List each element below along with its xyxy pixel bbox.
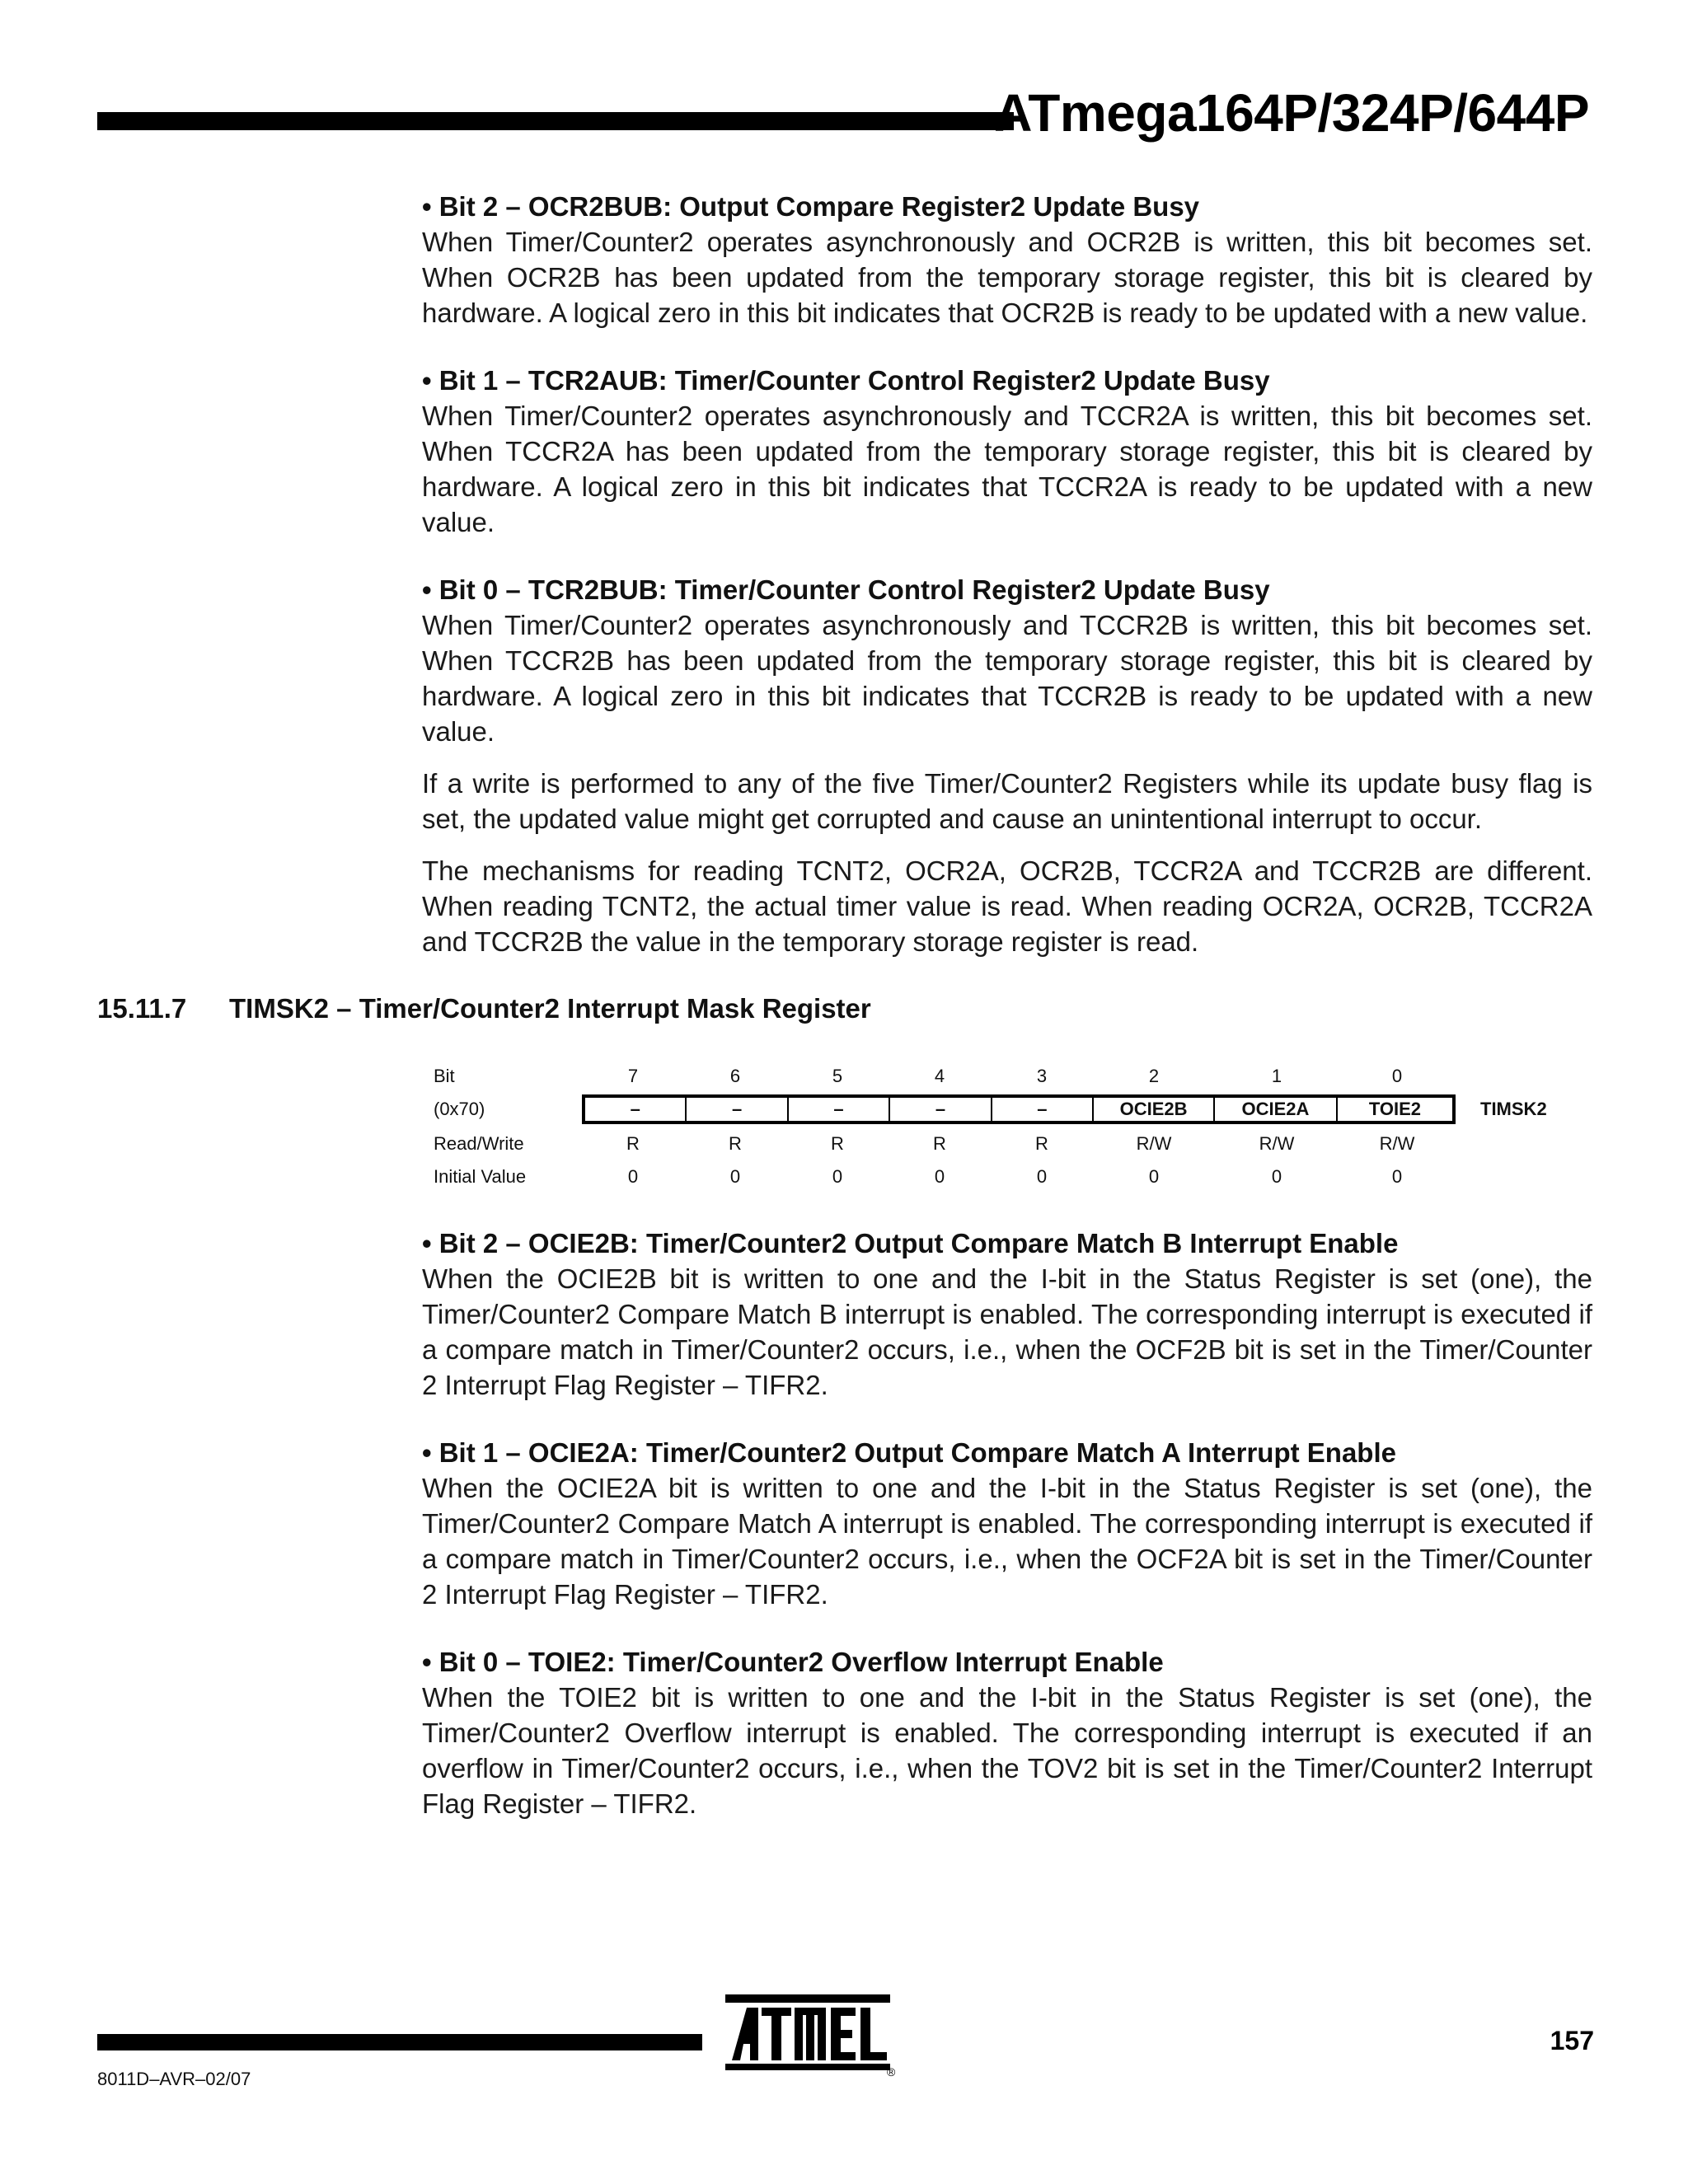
access-value: R/W: [1136, 1133, 1172, 1154]
bit-title: • Bit 2 – OCR2BUB: Output Compare Register2 Update Busy: [422, 191, 1200, 222]
bit-title: • Bit 0 – TCR2BUB: Timer/Counter Control Register2 Update Busy: [422, 574, 1270, 605]
document-code: 8011D–AVR–02/07: [97, 2069, 251, 2089]
bit-name-cell: –: [992, 1098, 1094, 1121]
bit-title: • Bit 0 – TOIE2: Timer/Counter2 Overflow Interrupt Enable: [422, 1647, 1164, 1677]
page-number: 157: [1550, 2026, 1594, 2055]
section-number: 15.11.7: [97, 993, 187, 1024]
read-write-label: Read/Write: [434, 1133, 524, 1154]
section-title: TIMSK2 – Timer/Counter2 Interrupt Mask Register: [229, 993, 871, 1024]
bit-number: 2: [1148, 1066, 1160, 1086]
bit-name-cell: OCIE2A: [1215, 1098, 1338, 1121]
bit-name-cell: OCIE2B: [1094, 1098, 1215, 1121]
bit-descriptions-bottom: [422, 1226, 1592, 1854]
bit-name-cell: –: [585, 1098, 687, 1121]
bit-text: When the TOIE2 bit is written to one and the I-bit in the Status Register is set (one), the Timer/Counter2 Overflow interrupt is enabled. The corresponding interrupt is executed if an overflow in Timer/Counter2 occurs, i.e., when the TOV2 bit is set in the Timer/Counter2 Interrupt Flag Register – TIFR2.: [422, 1682, 1592, 1819]
initial-value: 0: [1391, 1166, 1403, 1187]
bit-number: 4: [934, 1066, 945, 1086]
access-value: R: [933, 1133, 946, 1154]
bit-description: [422, 1226, 1592, 1403]
initial-value: 0: [1036, 1166, 1048, 1187]
bit-description: [422, 190, 1592, 330]
bit-title: • Bit 1 – OCIE2A: Timer/Counter2 Output Compare Match A Interrupt Enable: [422, 1437, 1396, 1468]
initial-value-label: Initial Value: [434, 1166, 527, 1187]
register-address: (0x70): [434, 1099, 485, 1119]
footer-rule: [97, 2034, 702, 2050]
bit-number: 0: [1391, 1066, 1403, 1086]
logo-bottom-bar: [725, 2064, 890, 2070]
bit-text: When Timer/Counter2 operates asynchronously and TCCR2B is written, this bit becomes set. When TCCR2B has been updated from the temporary storage register, this bit is cleared by hardware. A logical zero in this bit indicates that TCCR2B is ready to be updated with a new value.: [422, 610, 1592, 747]
bit-label: Bit: [434, 1066, 455, 1086]
header-rule: [97, 112, 1014, 130]
paragraph-read-mechanism: The mechanisms for reading TCNT2, OCR2A, OCR2B, TCCR2A and TCCR2B are different. When reading TCNT2, the actual timer value is read. When reading OCR2A, OCR2B, TCCR2A and TCCR2B the value in the temporary storage register is read.: [422, 855, 1592, 957]
bit-title: • Bit 2 – OCIE2B: Timer/Counter2 Output Compare Match B Interrupt Enable: [422, 1228, 1399, 1258]
paragraph-write-warning: If a write is performed to any of the five Timer/Counter2 Registers while its update busy flag is set, the updated value might get corrupted and cause an unintentional interrupt to occur.: [422, 768, 1592, 834]
initial-value: 0: [627, 1166, 639, 1187]
section-heading: [97, 991, 871, 1026]
bit-number: 3: [1036, 1066, 1048, 1086]
access-value: R: [626, 1133, 640, 1154]
register-name: TIMSK2: [1480, 1099, 1547, 1119]
bit-description: [422, 1645, 1592, 1821]
access-value: R: [831, 1133, 844, 1154]
logo-letters: [732, 2008, 887, 2060]
initial-value: 0: [934, 1166, 945, 1187]
bit-number: 5: [832, 1066, 843, 1086]
registered-mark: ®: [887, 2065, 896, 2077]
initial-value: 0: [832, 1166, 843, 1187]
access-value: R: [729, 1133, 742, 1154]
bit-number: 7: [627, 1066, 639, 1086]
atmel-logo: [725, 1994, 897, 2077]
bit-number: 6: [729, 1066, 741, 1086]
bit-text: When the OCIE2B bit is written to one and the I-bit in the Status Register is set (one), the Timer/Counter2 Compare Match B interrupt is enabled. The corresponding interrupt is executed if a compare match in Timer/Counter2 occurs, i.e., when the OCF2B bit is set in the Timer/Counter 2 Interrupt Flag Register – TIFR2.: [422, 1263, 1592, 1400]
bit-description: [422, 1436, 1592, 1612]
bit-name-cell: –: [687, 1098, 788, 1121]
bit-description: [422, 363, 1592, 540]
document-title: ATmega164P/324P/644P: [994, 83, 1589, 143]
bit-title: • Bit 1 – TCR2AUB: Timer/Counter Control Register2 Update Busy: [422, 365, 1270, 396]
bit-number: 1: [1271, 1066, 1282, 1086]
initial-value: 0: [1148, 1166, 1160, 1187]
initial-value: 0: [1271, 1166, 1282, 1187]
bit-text: When Timer/Counter2 operates asynchronously and OCR2B is written, this bit becomes set. When OCR2B has been updated from the temporary storage register, this bit is cleared by hardware. A logical zero in this bit indicates that OCR2B is ready to be updated with a new value.: [422, 227, 1592, 328]
access-value: R: [1035, 1133, 1048, 1154]
bit-text: When the OCIE2A bit is written to one and the I-bit in the Status Register is set (one), the Timer/Counter2 Compare Match A interrupt is enabled. The corresponding interrupt is executed if a compare match in Timer/Counter2 occurs, i.e., when the OCF2A bit is set in the Timer/Counter 2 Interrupt Flag Register – TIFR2.: [422, 1473, 1592, 1610]
logo-top-bar: [725, 1994, 890, 2003]
bit-name-cell: TOIE2: [1368, 1099, 1422, 1119]
initial-value: 0: [729, 1166, 741, 1187]
access-value: R/W: [1379, 1133, 1415, 1154]
bit-name-cell: –: [789, 1098, 890, 1121]
bit-name-cell: –: [890, 1098, 992, 1121]
access-value: R/W: [1259, 1133, 1295, 1154]
bit-description: [422, 573, 1592, 749]
bit-text: When Timer/Counter2 operates asynchronously and TCCR2A is written, this bit becomes set. When TCCR2A has been updated from the temporary storage register, this bit is cleared by hardware. A logical zero in this bit indicates that TCCR2A is ready to be updated with a new value.: [422, 401, 1592, 537]
register-bit-box: [582, 1094, 1456, 1124]
bit-descriptions-top: [422, 190, 1592, 959]
